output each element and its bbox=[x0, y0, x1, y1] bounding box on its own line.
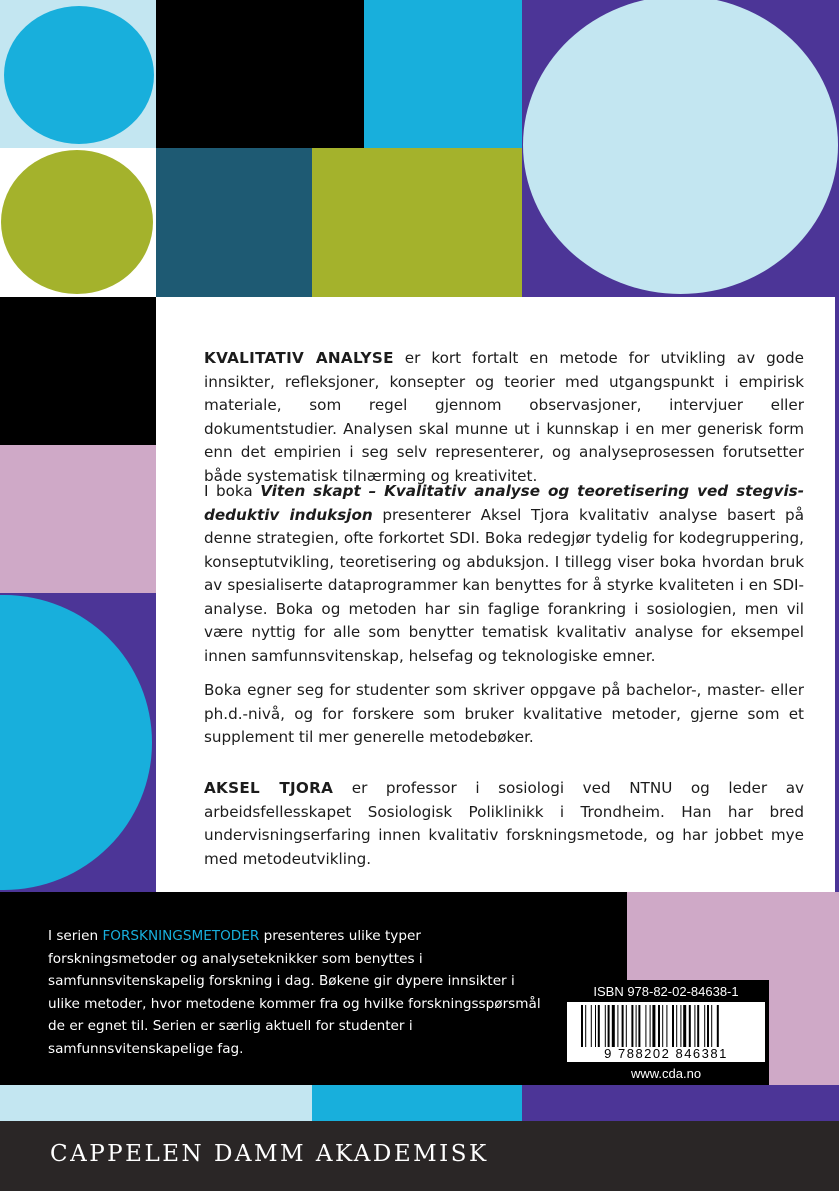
pattern-purple-tile-3 bbox=[835, 297, 839, 892]
barcode-icon bbox=[581, 1005, 751, 1047]
pattern-black-tile-2 bbox=[0, 297, 156, 445]
book-title: Viten skapt – Kvalitativ analyse og teoretisering ved stegvis-deduktiv induksjon bbox=[204, 482, 804, 524]
publisher-bar bbox=[0, 1121, 839, 1191]
pattern-lightblue-circle-1 bbox=[523, 0, 838, 294]
pattern-black-tile-1 bbox=[156, 0, 364, 148]
description-paragraph-1 bbox=[204, 347, 804, 488]
pattern-cyan-circle-1 bbox=[4, 6, 154, 144]
series-pre: I serien bbox=[48, 928, 103, 944]
description-paragraph-3: Boka egner seg for studenter som skriver oppgave på bachelor-, master- eller ph.d.-nivå, og for forskere som bruker kvalitative metoder, gjerne som et supplement til mer generelle metodebøker. bbox=[204, 681, 804, 746]
pattern-cyan-tile-1 bbox=[364, 0, 522, 148]
description-paragraph-2 bbox=[204, 480, 804, 668]
pattern-green-tile-1 bbox=[312, 148, 522, 297]
barcode-box bbox=[563, 980, 769, 1085]
pattern-cyan-tile-2 bbox=[312, 1085, 522, 1121]
pattern-purple-tile-4 bbox=[522, 1085, 839, 1121]
author-name: AKSEL TJORA bbox=[204, 779, 334, 797]
isbn-label: ISBN 978-82-02-84638-1 bbox=[593, 984, 739, 999]
series-name: FORSKNINGSMETODER bbox=[102, 928, 260, 944]
author-bio-text: er professor i sosiologi ved NTNU og leder av arbeidsfellesskapet Sosiologisk Poliklinikk i Trondheim. Han har bred undervisningserfaring innen kvalitativ forskningsmetode, og har jobbet mye med metodeutvikling. bbox=[204, 779, 804, 868]
description-panel bbox=[156, 297, 835, 892]
publisher-name: CAPPELEN DAMM AKADEMISK bbox=[50, 1141, 489, 1167]
pattern-teal-tile-1 bbox=[156, 148, 312, 297]
author-bio bbox=[204, 777, 804, 871]
barcode-digits: 9 788202 846381 bbox=[604, 1046, 728, 1061]
description-lead-term: KVALITATIV ANALYSE bbox=[204, 349, 394, 367]
series-description bbox=[48, 925, 548, 1060]
pattern-lightblue-tile-2 bbox=[0, 1085, 312, 1121]
description-p2-text: presenterer Aksel Tjora kvalitativ analyse basert på denne strategien, ofte forkortet SDI. Boka redegjør tydelig for kodegruppering, konseptutvikling, teoretisering og abduksjon. I tillegg viser boka hvordan bruk av spesialiserte dataprogrammer kan benyttes for å styrke kvaliteten i en SDI-analyse. Boka og metoden har sin faglige forankring i sosiologien, men vil være nyttig for alle som benytter tematisk kvalitativ analyse for eksempel innen samfunnsvitenskap, helsefag og teknologiske emner. bbox=[204, 505, 805, 665]
description-p1-text: er kort fortalt en metode for utvikling av gode innsikter, refleksjoner, konsepter og teorier med utgangspunkt i empirisk materiale, som regel gjennom observasjoner, intervjuer eller dokumentstudier. Analysen skal munne ut i kunnskap i en mer generisk form enn det empirien i seg selv representerer, og analyseprosessen forutsetter både systematisk tilnærming og kreativitet. bbox=[204, 349, 804, 485]
pattern-pink-tile-1 bbox=[0, 445, 156, 593]
series-text: presenteres ulike typer forskningsmetoder og analyseteknikker som benyttes i samfunnsvitenskapelig forskning i dag. Bøkene gir dypere innsikter i ulike metoder, hvor metodene kommer fra og hvilke forskningsspørsmål de er egnet til. Serien er særlig aktuell for studenter i samfunnsvitenskapelige fag. bbox=[48, 928, 541, 1057]
description-p2-pre: I boka bbox=[204, 482, 261, 500]
barcode-area bbox=[567, 1002, 765, 1062]
website-url: www.cda.no bbox=[630, 1066, 702, 1081]
pattern-green-circle-1 bbox=[1, 150, 153, 294]
